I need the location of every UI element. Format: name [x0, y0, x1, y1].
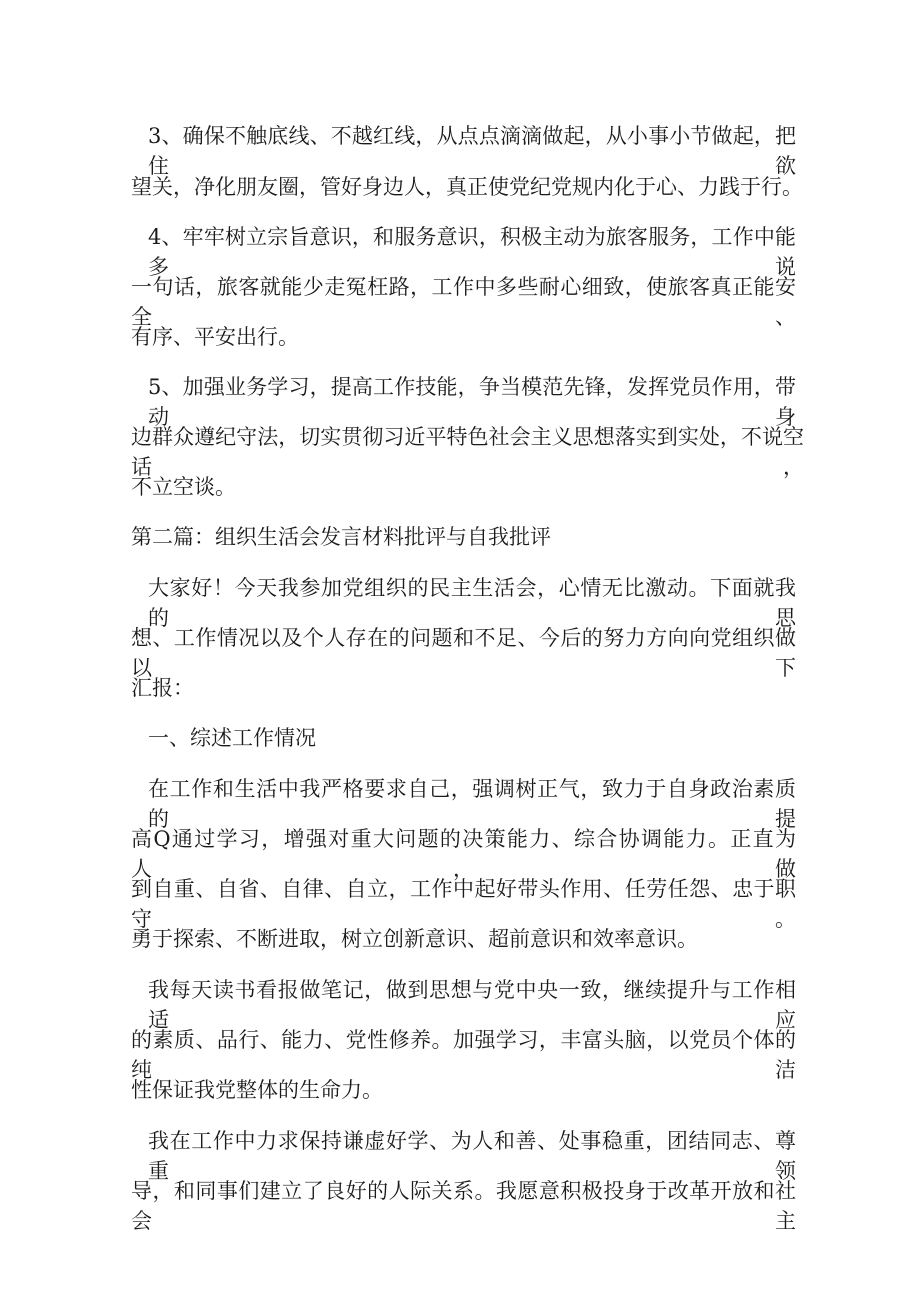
paragraph-5-line-3: 不立空谈。: [131, 475, 236, 499]
study-paragraph-line-3: 性保证我党整体的生命力。: [131, 1078, 383, 1102]
work-paragraph-line-1: 在工作和生活中我严格要求自己，强调树正气，致力于自身政治素质的提: [148, 777, 796, 831]
study-paragraph-line-2: 的素质、品行、能力、党性修养。加强学习，丰富头脑，以党员个体的纯洁: [131, 1028, 796, 1082]
paragraph-5-line-2: 边群众遵纪守法，切实贯彻习近平特色社会主义思想落实到实处，不说空话，: [131, 425, 804, 479]
paragraph-5-line-1: 5、加强业务学习，提高工作技能，争当模范先锋，发挥党员作用，带动身: [148, 375, 796, 429]
relations-paragraph-line-1: 我在工作中力求保持谦虚好学、为人和善、处事稳重，团结同志、尊重领: [148, 1129, 796, 1183]
greeting-line-1: 大家好！今天我参加党组织的民主生活会，心情无比激动。下面就我的思: [148, 576, 796, 630]
paragraph-4-line-2: 一句话，旅客就能少走冤枉路，工作中多些耐心细致，使旅客真正能安全、: [131, 275, 796, 329]
relations-paragraph-line-2: 导，和同事们建立了良好的人际关系。我愿意积极投身于改革开放和社会主: [131, 1179, 796, 1233]
greeting-line-3: 汇报：: [131, 676, 194, 700]
paragraph-3-line-2: 望关，净化朋友圈，管好身边人，真正使党纪党规内化于心、力践于行。: [131, 175, 803, 199]
work-paragraph-line-4: 勇于探索、不断进取，树立创新意识、超前意识和效率意识。: [131, 927, 698, 951]
paragraph-4-line-3: 有序、平安出行。: [131, 325, 299, 349]
paragraph-3-line-1: 3、确保不触底线、不越红线，从点点滴滴做起，从小事小节做起，把住欲: [148, 124, 796, 178]
subheading-work-overview: 一、综述工作情况: [148, 726, 316, 750]
greeting-line-2: 想、工作情况以及个人存在的问题和不足、今后的努力方向向党组织做以下: [131, 626, 796, 680]
section-heading: 第二篇：组织生活会发言材料批评与自我批评: [131, 525, 551, 549]
work-paragraph-line-3: 到自重、自省、自律、自立，工作中起好带头作用、任劳任怨、忠于职守。: [131, 877, 796, 931]
paragraph-4-line-1: 4、牢牢树立宗旨意识，和服务意识，积极主动为旅客服务，工作中能多说: [148, 225, 796, 279]
study-paragraph-line-1: 我每天读书看报做笔记，做到思想与党中央一致，继续提升与工作相适应: [148, 978, 796, 1032]
work-paragraph-line-2: 高Q通过学习，增强对重大问题的决策能力、综合协调能力。正直为人，做: [131, 827, 796, 881]
